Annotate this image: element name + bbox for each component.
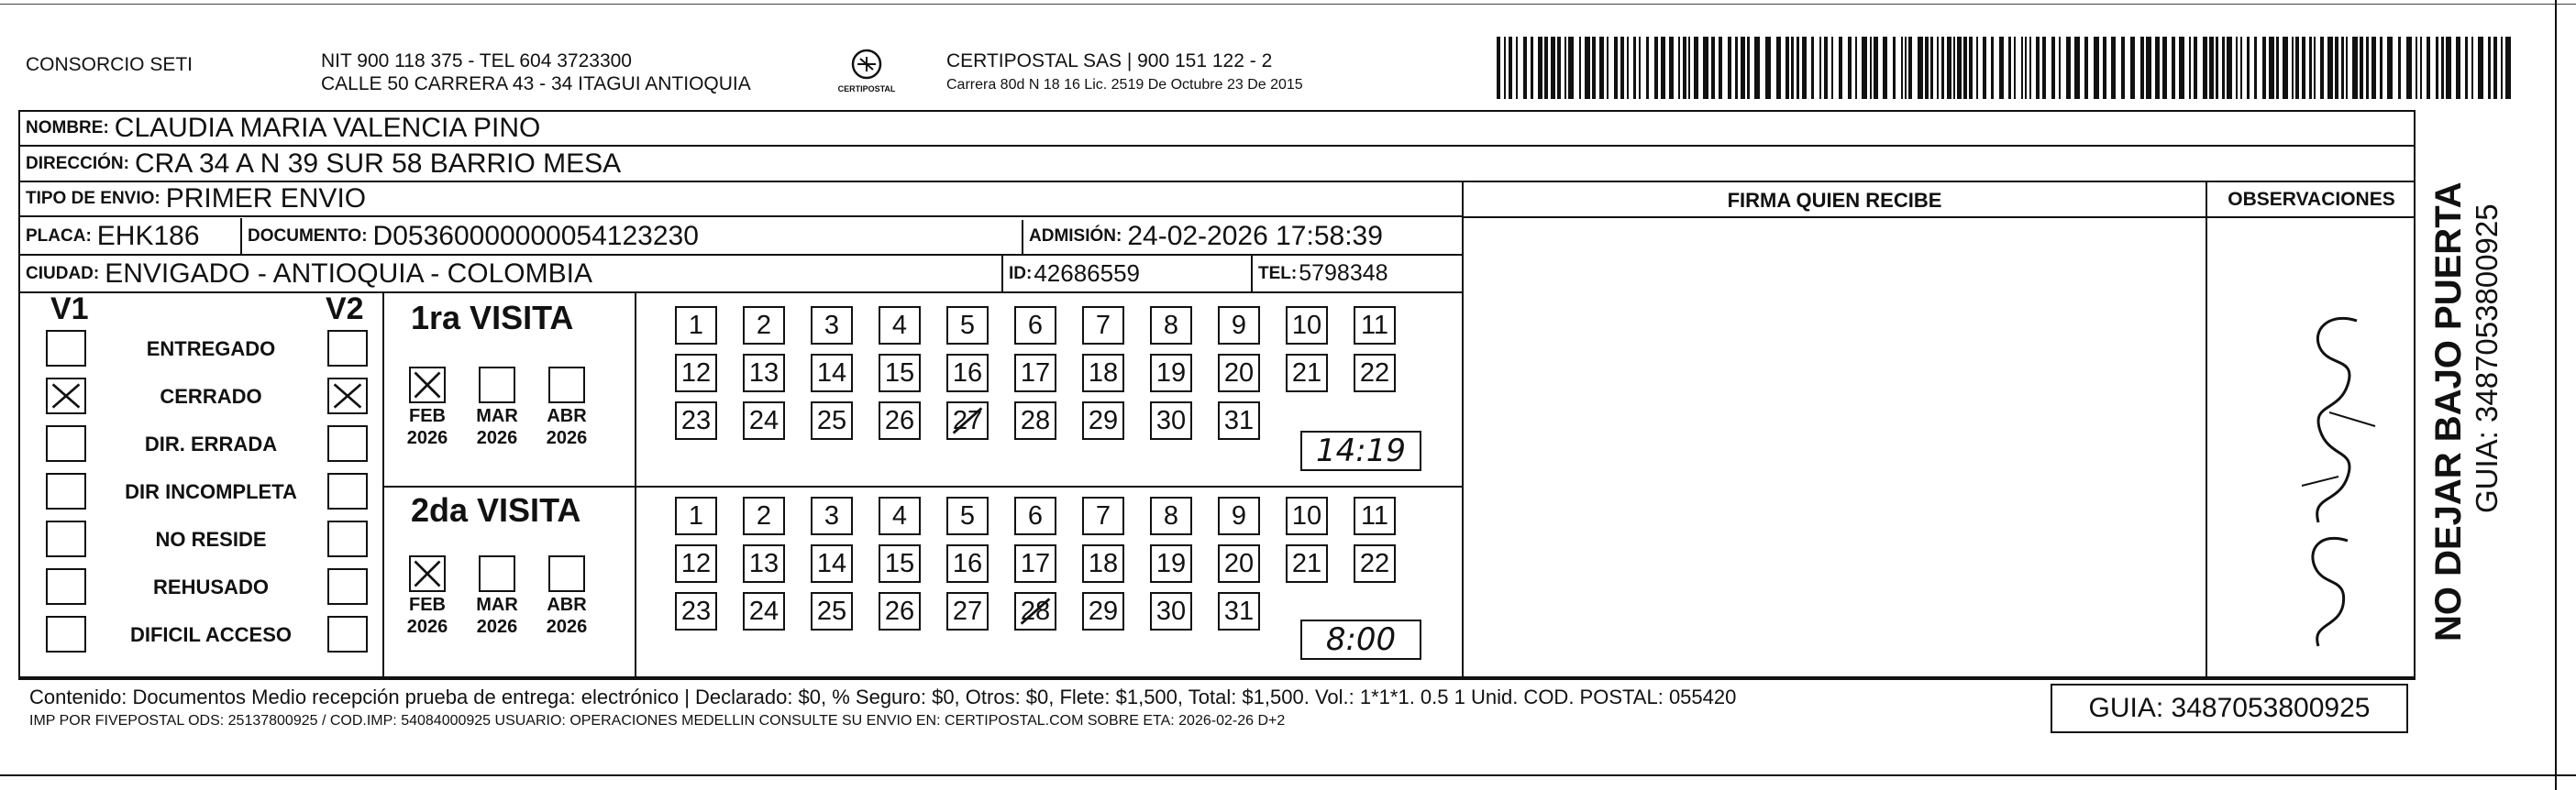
day-box[interactable]: 24 xyxy=(743,592,785,631)
footer-guia-box xyxy=(2051,684,2408,733)
v1-checkbox[interactable] xyxy=(46,568,86,605)
day-box[interactable]: 26 xyxy=(879,401,921,440)
day-box[interactable]: 26 xyxy=(879,592,921,631)
visit-divider xyxy=(382,486,1462,488)
day-box[interactable]: 20 xyxy=(1218,354,1260,392)
id-cell xyxy=(1003,256,1251,291)
day-box[interactable]: 31 xyxy=(1218,401,1260,440)
day-box[interactable]: 11 xyxy=(1354,306,1396,345)
day-box[interactable]: 20 xyxy=(1218,544,1260,583)
side-no-dejar: NO DEJAR BAJO PUERTA xyxy=(2428,181,2469,642)
company-name: CONSORCIO SETI xyxy=(26,54,193,75)
day-box[interactable]: 22 xyxy=(1354,544,1396,583)
side-guia: GUIA: 3487053800925 xyxy=(2470,203,2504,513)
day-box[interactable]: 23 xyxy=(675,592,717,631)
v2-checkbox[interactable] xyxy=(327,330,368,367)
day-box[interactable]: 11 xyxy=(1354,497,1396,535)
admision-label: ADMISIÓN: xyxy=(1029,225,1122,246)
status-label: ENTREGADO xyxy=(146,337,276,360)
day-box[interactable]: 12 xyxy=(675,544,717,583)
day-box[interactable]: 17 xyxy=(1014,354,1056,392)
day-box[interactable]: 7 xyxy=(1082,306,1124,345)
admision-cell xyxy=(1023,218,1462,254)
day-box[interactable]: 18 xyxy=(1082,354,1124,392)
barcode xyxy=(1497,37,2515,99)
direccion-label: DIRECCIÓN: xyxy=(26,153,129,173)
firma-divider xyxy=(1462,182,1464,678)
day-box[interactable]: 25 xyxy=(811,592,853,631)
day-box[interactable]: 22 xyxy=(1354,354,1396,392)
ciudad-value: ENVIGADO - ANTIOQUIA - COLOMBIA xyxy=(105,258,592,289)
day-box[interactable]: 10 xyxy=(1286,497,1328,535)
logo-text: CERTIPOSTAL xyxy=(837,84,896,93)
v1-label: V1 xyxy=(50,291,89,326)
visit2-title: 2da VISITA xyxy=(411,491,581,529)
day-box[interactable]: 27 xyxy=(946,592,989,631)
firma-header-line xyxy=(1462,216,2416,218)
day-box[interactable]: 30 xyxy=(1150,401,1192,440)
id-label: ID: xyxy=(1009,263,1033,283)
documento-label: DOCUMENTO: xyxy=(248,225,368,246)
documento-cell xyxy=(242,218,1022,254)
day-box[interactable]: 16 xyxy=(946,354,989,392)
status-label: CERRADO xyxy=(160,385,262,408)
day-box[interactable]: 4 xyxy=(879,306,921,345)
visit1-title: 1ra VISITA xyxy=(411,299,574,336)
footer-guia: GUIA: 3487053800925 xyxy=(2088,693,2371,723)
v2-checkbox[interactable] xyxy=(327,616,368,653)
day-box[interactable]: 16 xyxy=(946,544,989,583)
address-line: CALLE 50 CARRERA 43 - 34 ITAGUI ANTIOQUIA xyxy=(321,73,751,94)
day-box[interactable]: 13 xyxy=(743,544,785,583)
day-box[interactable]: 18 xyxy=(1082,544,1124,583)
day-box[interactable]: 23 xyxy=(675,401,717,440)
certipostal-line: CERTIPOSTAL SAS | 900 151 122 - 2 xyxy=(946,50,1273,71)
day-box[interactable]: 5 xyxy=(946,306,989,345)
footer-contenido: Contenido: Documentos Medio recepción prueba de entrega: electrónico | Declarado: $0, % Seguro: $0, Otros: $0, Flete: $1,500, Total: $1,500. Vol.: 1*1*1. 0.5 1 Unid. COD. POSTAL: 055420 xyxy=(29,686,1737,708)
day-box[interactable]: 2 xyxy=(743,497,785,535)
admision-value: 24-02-2026 17:58:39 xyxy=(1127,220,1383,251)
v2-checkbox[interactable] xyxy=(327,568,368,605)
month-label: ABR 2026 xyxy=(546,406,588,448)
day-box[interactable]: 1 xyxy=(675,497,717,535)
day-box[interactable]: 21 xyxy=(1286,544,1328,583)
day-box[interactable]: 24 xyxy=(743,401,785,440)
firma-header: FIRMA QUIEN RECIBE xyxy=(1727,189,1942,212)
certipostal-logo xyxy=(830,46,903,101)
v2-checkbox[interactable] xyxy=(327,425,368,462)
bottom-border xyxy=(0,774,2576,776)
day-box[interactable]: 6 xyxy=(1014,306,1056,345)
v2-checkbox[interactable] xyxy=(327,473,368,510)
tel-value: 5798348 xyxy=(1299,260,1388,286)
day-box[interactable]: 12 xyxy=(675,354,717,392)
day-box[interactable]: 25 xyxy=(811,401,853,440)
ciudad-label: CIUDAD: xyxy=(26,263,100,283)
status-label: DIFICIL ACCESO xyxy=(129,623,292,646)
footer-imp: IMP POR FIVEPOSTAL ODS: 25137800925 / COD.IMP: 54084000925 USUARIO: OPERACIONES MEDELLIN CONSULTE SU ENVIO EN: CERTIPOSTAL.COM SOBRE ETA: 2026-02-26 D+2 xyxy=(29,713,1286,729)
month-checkbox[interactable] xyxy=(409,367,446,403)
placa-cell xyxy=(20,218,240,254)
day-box[interactable]: 19 xyxy=(1150,544,1192,583)
nombre-label: NOMBRE: xyxy=(26,117,109,137)
handwritten-signature xyxy=(2219,302,2403,669)
month-label: FEB 2026 xyxy=(406,406,448,448)
day-box[interactable]: 9 xyxy=(1218,306,1260,345)
day-box[interactable]: 9 xyxy=(1218,497,1260,535)
month-label: FEB 2026 xyxy=(406,595,448,637)
day-box[interactable]: 5 xyxy=(946,497,989,535)
day-box[interactable]: 8 xyxy=(1150,497,1192,535)
tipo-row xyxy=(20,182,1464,217)
day-box[interactable]: 2 xyxy=(743,306,785,345)
day-box[interactable]: 14 xyxy=(811,544,853,583)
day-box[interactable]: 28 xyxy=(1014,592,1056,631)
id-value: 42686559 xyxy=(1034,259,1141,287)
month-label: ABR 2026 xyxy=(546,595,588,637)
status-label: NO RESIDE xyxy=(155,528,267,551)
v2-checkbox[interactable] xyxy=(327,521,368,557)
nombre-value: CLAUDIA MARIA VALENCIA PINO xyxy=(114,112,541,143)
day-box[interactable]: 27 xyxy=(946,401,989,440)
nombre-row xyxy=(20,111,2416,147)
v1-checkbox[interactable] xyxy=(46,473,86,510)
tel-label: TEL: xyxy=(1258,263,1298,283)
documento-value: D05360000000054123230 xyxy=(372,220,699,251)
day-box[interactable]: 8 xyxy=(1150,306,1192,345)
v1-checkbox[interactable] xyxy=(46,425,86,462)
v1-checkbox[interactable] xyxy=(46,521,86,557)
placa-value: EHK186 xyxy=(96,220,200,251)
month-checkbox[interactable] xyxy=(479,555,515,592)
day-box[interactable]: 4 xyxy=(879,497,921,535)
month-label: MAR 2026 xyxy=(476,406,518,448)
obs-divider xyxy=(2206,182,2207,678)
month-checkbox[interactable] xyxy=(409,555,446,592)
status-label: DIR INCOMPLETA xyxy=(125,480,297,503)
day-box[interactable]: 31 xyxy=(1218,592,1260,631)
license-line: Carrera 80d N 18 16 Lic. 2519 De Octubre 23 De 2015 xyxy=(946,77,1303,93)
tipo-value: PRIMER ENVIO xyxy=(165,183,367,214)
v2-label: V2 xyxy=(326,291,364,326)
day-box[interactable]: 10 xyxy=(1286,306,1328,345)
v1-checkbox[interactable] xyxy=(46,616,86,653)
status-label: REHUSADO xyxy=(153,576,269,598)
day-box[interactable]: 28 xyxy=(1014,401,1056,440)
ciudad-cell xyxy=(20,256,1001,291)
day-box[interactable]: 17 xyxy=(1014,544,1056,583)
day-box[interactable]: 30 xyxy=(1150,592,1192,631)
observaciones-header: OBSERVACIONES xyxy=(2228,189,2395,210)
day-box[interactable]: 15 xyxy=(879,354,921,392)
placa-label: PLACA: xyxy=(26,225,92,246)
day-box[interactable]: 3 xyxy=(811,497,853,535)
month-label: MAR 2026 xyxy=(476,595,518,637)
footer-top-line xyxy=(18,678,2416,680)
direccion-value: CRA 34 A N 39 SUR 58 BARRIO MESA xyxy=(134,148,622,179)
nit-line: NIT 900 118 375 - TEL 604 3723300 xyxy=(321,50,632,71)
tipo-label: TIPO DE ENVIO: xyxy=(26,189,160,208)
day-box[interactable]: 3 xyxy=(811,306,853,345)
month-checkbox[interactable] xyxy=(479,367,515,403)
status-label: DIR. ERRADA xyxy=(144,433,278,455)
tel-cell xyxy=(1253,256,1462,291)
day-box[interactable]: 29 xyxy=(1082,592,1124,631)
v2-checkbox[interactable] xyxy=(327,378,368,414)
day-box[interactable]: 29 xyxy=(1082,401,1124,440)
day-box[interactable]: 7 xyxy=(1082,497,1124,535)
day-box[interactable]: 1 xyxy=(675,306,717,345)
ciudad-row-bottom xyxy=(20,291,1462,293)
day-box[interactable]: 15 xyxy=(879,544,921,583)
day-box[interactable]: 19 xyxy=(1150,354,1192,392)
month-checkbox[interactable] xyxy=(548,367,585,403)
day-box[interactable]: 6 xyxy=(1014,497,1056,535)
visit1-time: 14:19 xyxy=(1300,431,1421,471)
visit2-time: 8:00 xyxy=(1300,620,1421,660)
day-box[interactable]: 21 xyxy=(1286,354,1328,392)
v1-checkbox[interactable] xyxy=(46,378,86,414)
day-box[interactable]: 13 xyxy=(743,354,785,392)
month-checkbox[interactable] xyxy=(548,555,585,592)
top-border xyxy=(0,4,2576,5)
day-box[interactable]: 14 xyxy=(811,354,853,392)
direccion-row xyxy=(20,147,2416,182)
v1-checkbox[interactable] xyxy=(46,330,86,367)
right-border xyxy=(2555,0,2557,790)
